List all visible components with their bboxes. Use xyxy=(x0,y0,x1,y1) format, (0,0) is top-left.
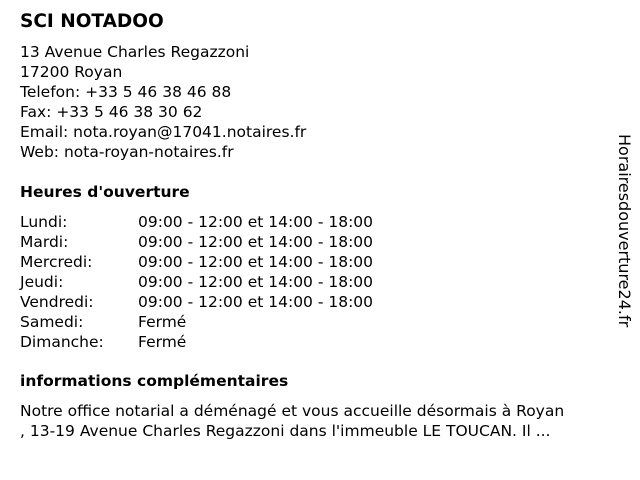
info-line-2: , 13-19 Avenue Charles Regazzoni dans l'immeuble LE TOUCAN. Il ... xyxy=(20,422,551,440)
time-value: 09:00 - 12:00 et 14:00 - 18:00 xyxy=(138,273,374,291)
contact-block xyxy=(20,42,632,162)
day-label: Jeudi: xyxy=(20,273,64,291)
hours-row-monday xyxy=(20,212,632,232)
day-label: Vendredi: xyxy=(20,293,94,311)
hours-row-saturday xyxy=(20,312,632,332)
time-value: 09:00 - 12:00 et 14:00 - 18:00 xyxy=(138,293,374,311)
day-label: Mardi: xyxy=(20,233,69,251)
hours-row-tuesday xyxy=(20,232,632,252)
time-value: Fermé xyxy=(138,313,187,331)
fax-number: Fax: +33 5 46 38 30 62 xyxy=(20,103,203,121)
office-name: SCI NOTADOO xyxy=(20,11,164,32)
hours-row-wednesday xyxy=(20,252,632,272)
info-heading: informations complémentaires xyxy=(20,372,289,390)
hours-table xyxy=(20,212,632,352)
time-value: 09:00 - 12:00 et 14:00 - 18:00 xyxy=(138,213,374,231)
hours-heading: Heures d'ouverture xyxy=(20,183,190,201)
day-label: Mercredi: xyxy=(20,253,93,271)
info-line-1: Notre office notarial a déménagé et vous accueille désormais à Royan xyxy=(20,402,565,420)
office-card xyxy=(20,10,632,441)
time-value: Fermé xyxy=(138,333,187,351)
site-watermark: Horairesdouverture24.fr xyxy=(615,134,634,328)
website: Web: nota-royan-notaires.fr xyxy=(20,143,234,161)
hours-row-sunday xyxy=(20,332,632,352)
day-label: Samedi: xyxy=(20,313,84,331)
phone-number: Telefon: +33 5 46 38 46 88 xyxy=(20,83,232,101)
email-address: Email: nota.royan@17041.notaires.fr xyxy=(20,123,307,141)
hours-row-thursday xyxy=(20,272,632,292)
address-street: 13 Avenue Charles Regazzoni xyxy=(20,43,250,61)
hours-row-friday xyxy=(20,292,632,312)
time-value: 09:00 - 12:00 et 14:00 - 18:00 xyxy=(138,233,374,251)
day-label: Lundi: xyxy=(20,213,68,231)
time-value: 09:00 - 12:00 et 14:00 - 18:00 xyxy=(138,253,374,271)
info-text xyxy=(20,401,632,441)
address-city: 17200 Royan xyxy=(20,63,123,81)
day-label: Dimanche: xyxy=(20,333,104,351)
